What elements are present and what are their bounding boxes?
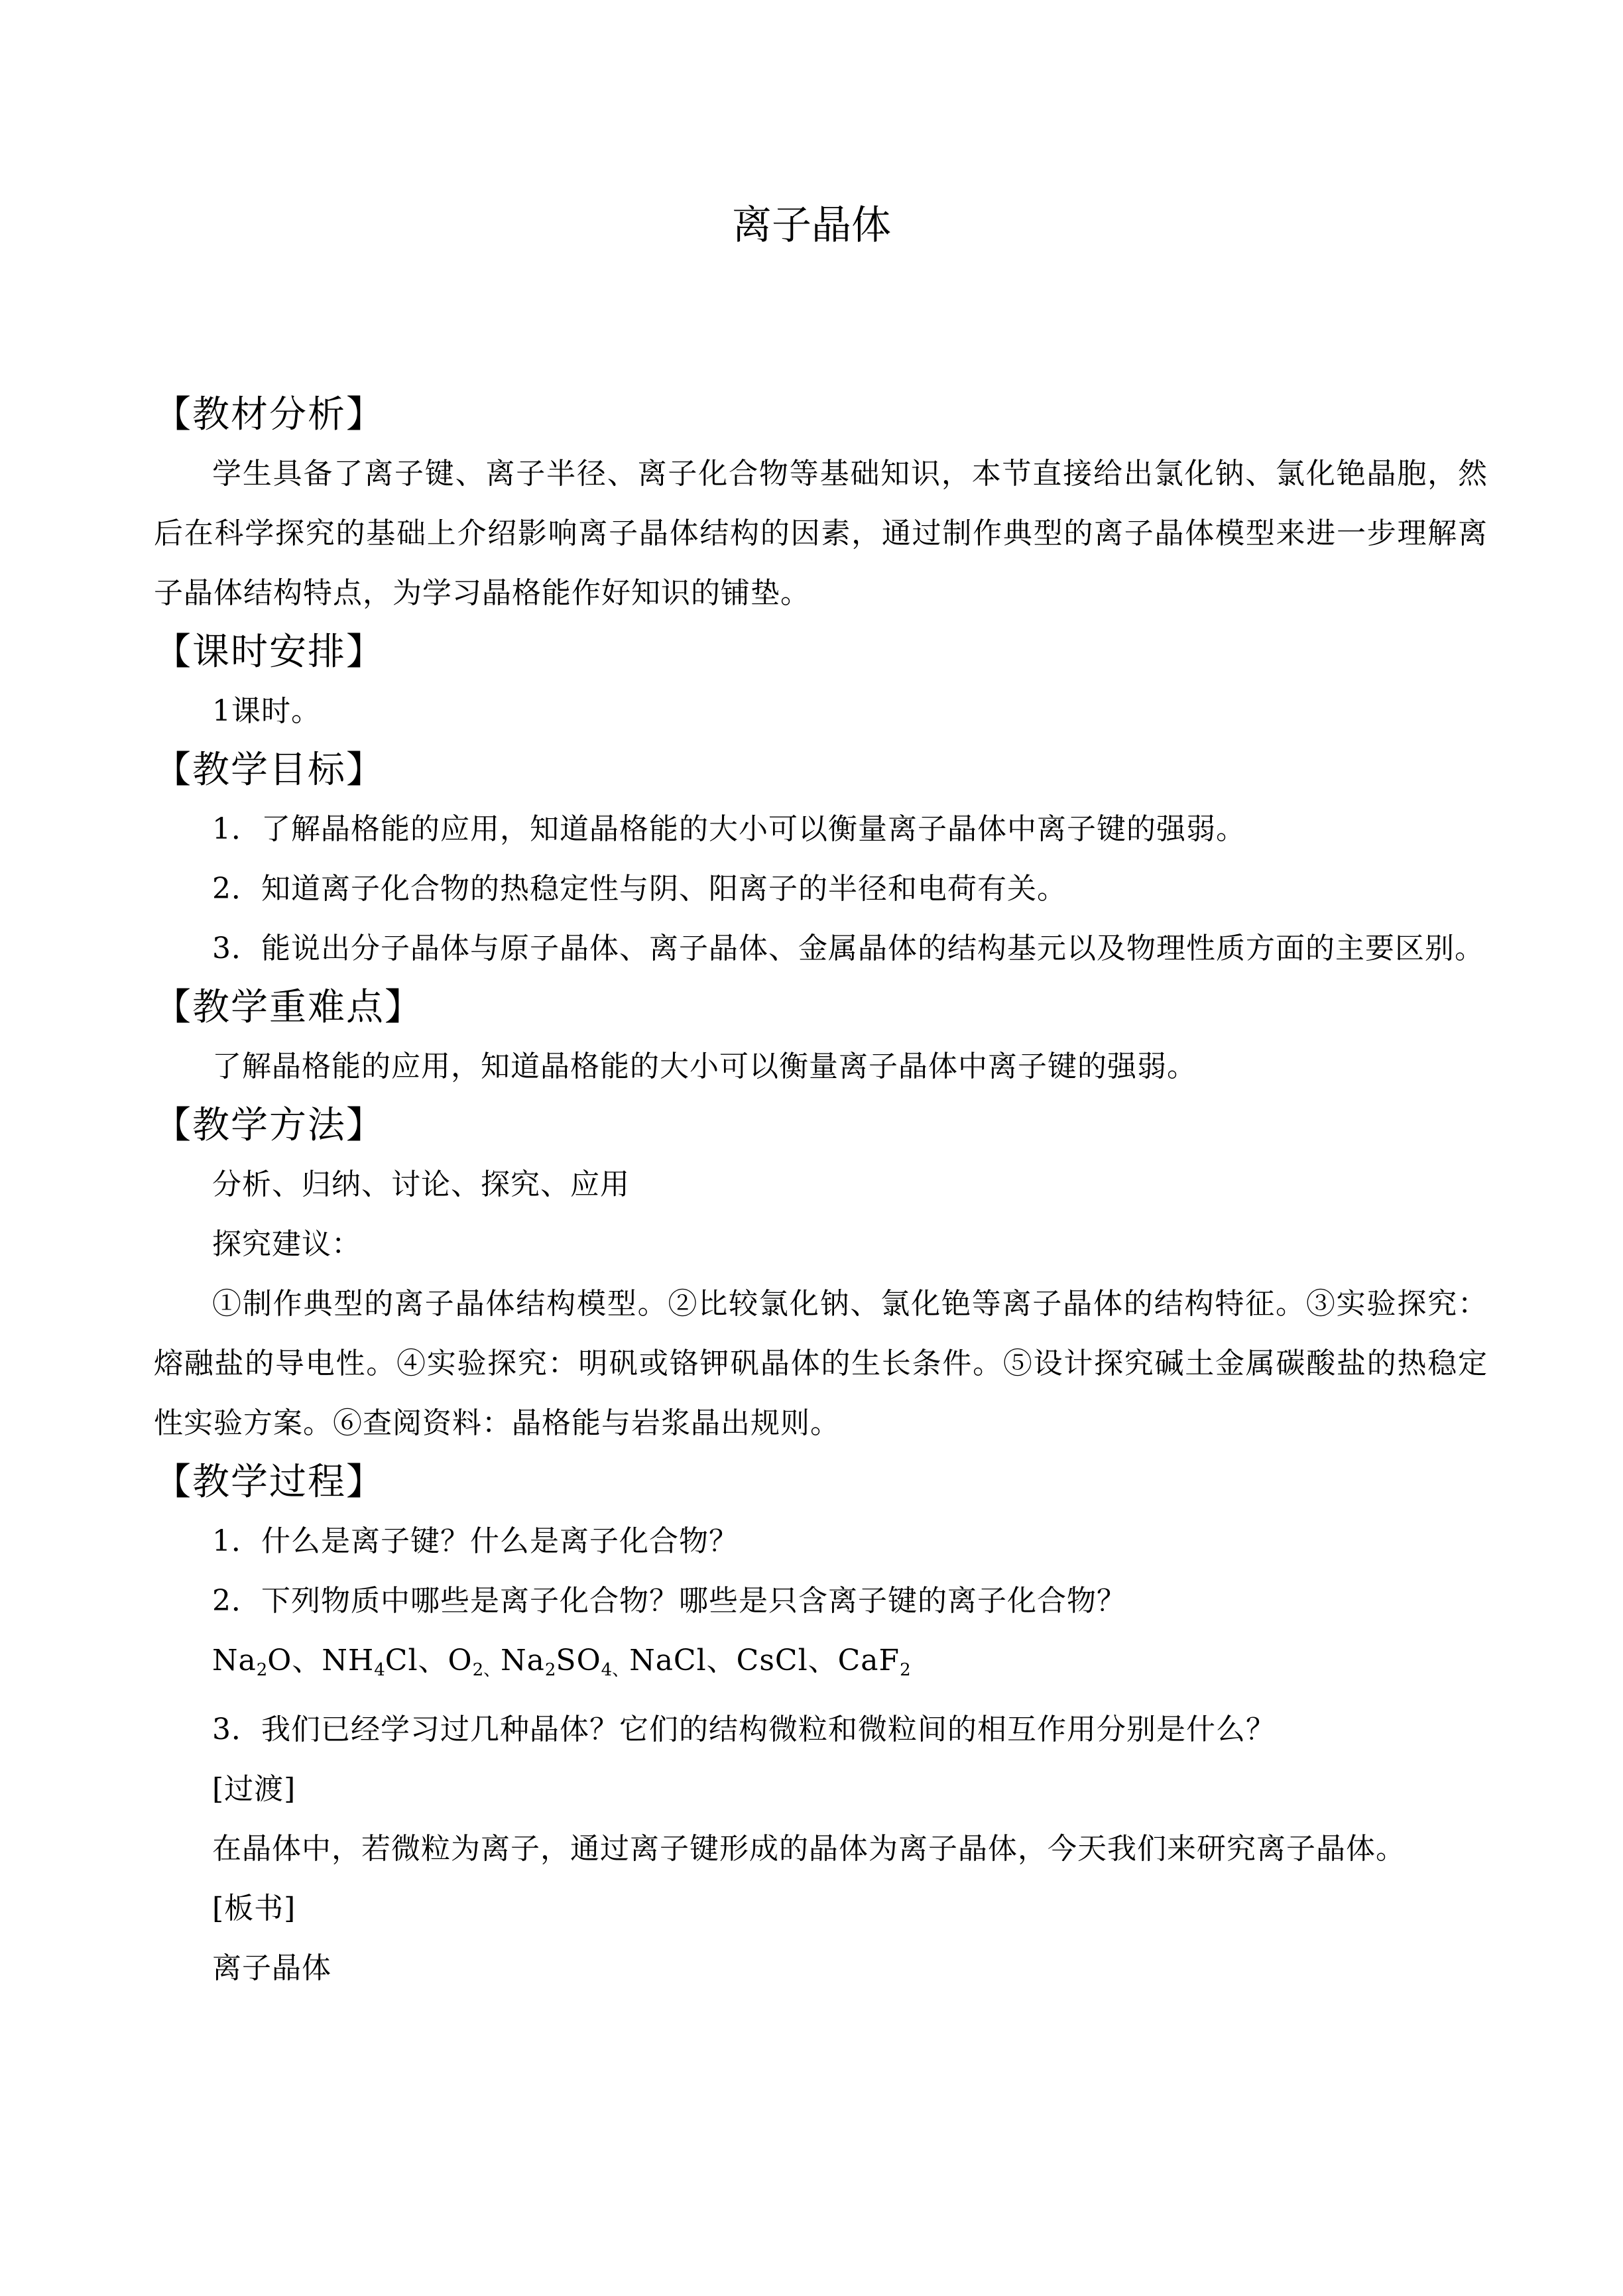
formula-subscript: 2、 <box>472 1660 501 1680</box>
formula-text: Cl、O <box>385 1644 473 1677</box>
chemical-formula-list <box>154 1631 1488 1700</box>
formula-subscript: 4、 <box>601 1660 630 1680</box>
paragraph: 了解晶格能的应用，知道晶格能的大小可以衡量离子晶体中离子键的强弱。 <box>212 1050 1197 1083</box>
formula-subscript: 4 <box>374 1660 385 1680</box>
paragraph: 探究建议： <box>212 1227 361 1261</box>
section-teaching-methods <box>154 1097 1488 1453</box>
paragraph: 在晶体中，若微粒为离子，通过离子键形成的晶体为离子晶体，今天我们来研究离子晶体。 <box>212 1832 1406 1866</box>
formula-subscript: 2 <box>256 1660 268 1680</box>
section-teaching-goals <box>154 741 1488 979</box>
section-heading: 【教学重难点】 <box>154 986 423 1029</box>
document-body <box>154 386 1488 1998</box>
goal-item: 3．能说出分子晶体与原子晶体、离子晶体、金属晶体的结构基元以及物理性质方面的主要区别。 <box>212 932 1484 965</box>
formula-text: Na <box>212 1644 257 1677</box>
section-key-difficulties <box>154 979 1488 1097</box>
formula-text: Na <box>501 1644 545 1677</box>
paragraph: 分析、归纳、讨论、探究、应用 <box>212 1168 630 1201</box>
formula-text: O、NH <box>267 1644 375 1677</box>
formula-subscript: 2 <box>900 1660 911 1680</box>
section-heading: 【教学目标】 <box>154 749 385 792</box>
formula-text: SO <box>556 1644 601 1677</box>
paragraph: 学生具备了离子键、离子半径、离子化合物等基础知识，本节直接给出氯化钠、氯化铯晶胞，然后在科学探究的基础上介绍影响离子晶体结构的因素，通过制作典型的离子晶体模型来进一步理解离子晶体结构特点，为学习晶格能作好知识的铺垫。 <box>154 457 1488 610</box>
section-class-schedule <box>154 623 1488 741</box>
stage-label-board: [板书] <box>212 1892 296 1925</box>
section-heading: 【教材分析】 <box>154 393 385 436</box>
question-item: 2．下列物质中哪些是离子化合物？哪些是只含离子键的离子化合物？ <box>212 1584 1126 1618</box>
question-item: 3．我们已经学习过几种晶体？它们的结构微粒和微粒间的相互作用分别是什么？ <box>212 1713 1276 1746</box>
goal-item: 2．知道离子化合物的热稳定性与阴、阳离子的半径和电荷有关。 <box>212 872 1067 906</box>
stage-label-transition: [过渡] <box>212 1772 296 1806</box>
section-heading: 【课时安排】 <box>154 631 385 674</box>
question-item: 1．什么是离子键？什么是离子化合物？ <box>212 1524 739 1558</box>
goal-item: 1．了解晶格能的应用，知道晶格能的大小可以衡量离子晶体中离子键的强弱。 <box>212 812 1246 846</box>
document-title: 离子晶体 <box>732 202 891 249</box>
paragraph: 1课时。 <box>212 694 321 728</box>
formula-subscript: 2 <box>544 1660 556 1680</box>
board-text: 离子晶体 <box>212 1951 331 1985</box>
section-textbook-analysis <box>154 386 1488 623</box>
paragraph: ①制作典型的离子晶体结构模型。②比较氯化钠、氯化铯等离子晶体的结构特征。③实验探究：熔融盐的导电性。④实验探究：明矾或铬钾矾晶体的生长条件。⑤设计探究碱土金属碳酸盐的热稳定性实验方案。⑥查阅资料：晶格能与岩浆晶出规则。 <box>154 1287 1488 1440</box>
section-heading: 【教学方法】 <box>154 1104 385 1147</box>
section-teaching-process <box>154 1453 1488 1998</box>
section-heading: 【教学过程】 <box>154 1461 385 1504</box>
formula-text: NaCl、CsCl、CaF <box>629 1644 900 1677</box>
